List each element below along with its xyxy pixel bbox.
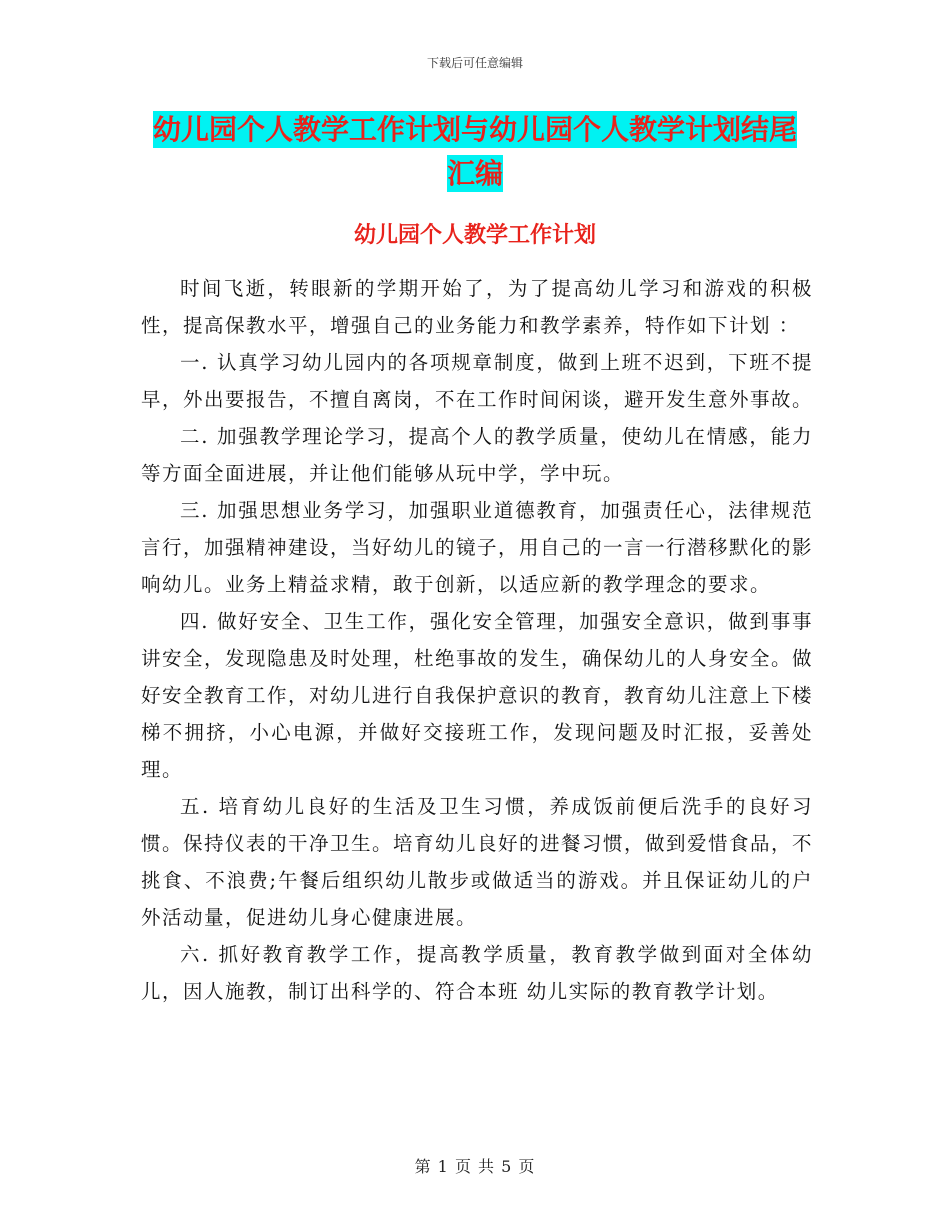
- document-body: [141, 270, 813, 1010]
- paragraph-item-6: 六. 抓好教育教学工作，提高教学质量，教育教学做到面对全体幼儿，因人施教，制订出科学的、符合本班 幼儿实际的教育教学计划。: [141, 943, 813, 1003]
- page-footer: 第 1 页 共 5 页: [414, 1157, 536, 1176]
- paragraph-item-4: 四. 做好安全、卫生工作，强化安全管理，加强安全意识，做到事事讲安全，发现隐患及时处理，杜绝事故的发生，确保幼儿的人身安全。做好安全教育工作，对幼儿进行自我保护意识的教育，教育幼儿注意上下楼梯不拥挤，小心电源，并做好交接班工作，发现问题及时汇报，妥善处理。: [141, 610, 814, 781]
- paragraph-item-1: 一. 认真学习幼儿园内的各项规章制度，做到上班不迟到，下班不提早，外出要报告，不擅自离岗，不在工作时间闲谈，避开发生意外事故。: [141, 351, 814, 411]
- section-title: 幼儿园个人教学工作计划: [353, 222, 596, 248]
- document-title-highlight: 幼儿园个人教学工作计划与幼儿园个人教学计划结尾汇编: [152, 113, 797, 190]
- document-title: [140, 108, 810, 196]
- paragraph-item-2: 二. 加强教学理论学习，提高个人的教学质量，使幼儿在情感，能力等方面全面进展，并让他们能够从玩中学，学中玩。: [141, 425, 813, 485]
- paragraph-item-3: 三. 加强思想业务学习，加强职业道德教育，加强责任心，法律规范言行，加强精神建设，当好幼儿的镜子，用自己的一言一行潜移默化的影响幼儿。业务上精益求精，敢于创新，以适应新的教学理念的要求。: [141, 499, 814, 596]
- paragraph-item-5: 五. 培育幼儿良好的生活及卫生习惯，养成饭前便后洗手的良好习惯。保持仪表的干净卫生。培育幼儿良好的进餐习惯，做到爱惜食品，不挑食、不浪费;午餐后组织幼儿散步或做适当的游戏。并且保证幼儿的户外活动量，促进幼儿身心健康进展。: [141, 795, 814, 929]
- paragraph-intro: 时间飞逝，转眼新的学期开始了，为了提高幼儿学习和游戏的积极性，提高保教水平，增强自己的业务能力和教学素养，特作如下计划 ：: [141, 277, 813, 337]
- header-note: 下载后可任意编辑: [426, 56, 523, 70]
